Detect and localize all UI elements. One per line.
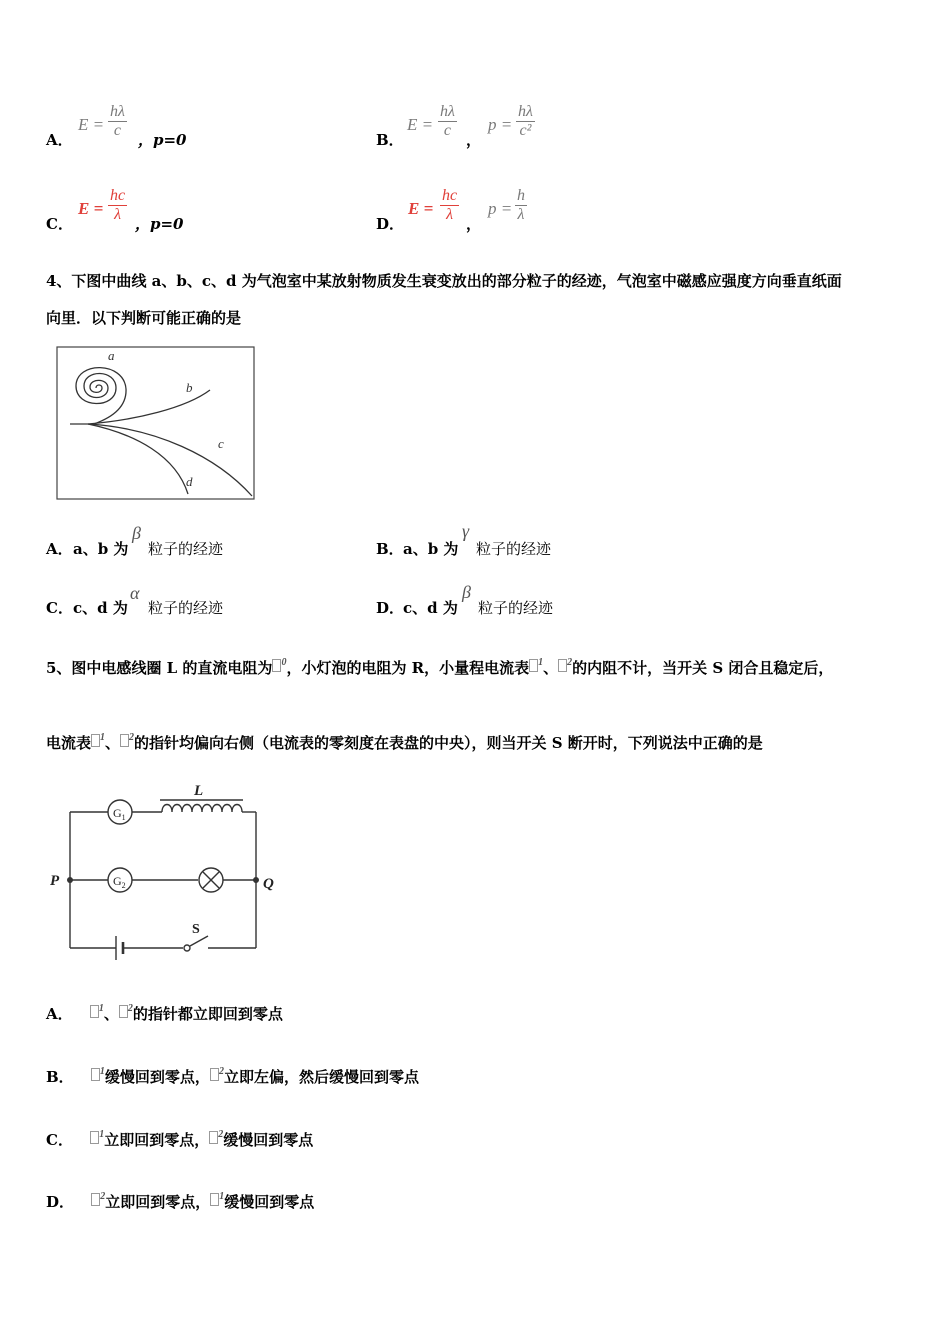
label-g2: $G_2$ bbox=[113, 874, 126, 890]
bubble-chamber-figure bbox=[56, 346, 256, 502]
option-label: C． bbox=[46, 599, 73, 617]
formula-fraction: $\frac{h\lambda}{c}$ bbox=[440, 103, 455, 139]
node-p bbox=[67, 877, 73, 883]
option-post: 粒子的经迹 bbox=[148, 540, 224, 558]
formula-fraction-2: $\frac{h\lambda}{\text{c²}}$ bbox=[518, 103, 533, 139]
formula-fraction: $\frac{h\lambda}{c}$ bbox=[110, 103, 125, 139]
q5-option-c[interactable]: C． $^1$立即回到零点， $^2$缓慢回到零点 bbox=[46, 1129, 314, 1149]
formula-sep: ， bbox=[466, 131, 482, 149]
label-c: c bbox=[218, 436, 224, 451]
option-post: 粒子的经迹 bbox=[478, 599, 554, 617]
q4-stem-line1: 4、下图中曲线 a、b、c、d 为气泡室中某放射物质发生衰变放出的部分粒子的经迹，气泡室中磁感应强度方向垂直纸面 bbox=[46, 272, 842, 290]
option-pre: c、d 为 bbox=[73, 599, 128, 617]
option-pre: a、b 为 bbox=[73, 540, 129, 558]
label-s: S bbox=[192, 922, 200, 937]
q5-stem-line1: 5、图中电感线圈 L 的直流电阻为 $^0$，小灯泡的电阻为 R，小量程电流表 $^1$、 $^2$的内阻不计，当开关 S 闭合且稳定后， bbox=[46, 657, 834, 677]
track-b bbox=[70, 390, 210, 424]
greek-symbol: α bbox=[130, 583, 140, 603]
formula-fraction-2: $\frac{h}{\lambda}$ bbox=[517, 187, 525, 223]
option-label: D． bbox=[376, 215, 405, 233]
option-label: A． bbox=[46, 540, 73, 558]
switch-blade bbox=[190, 936, 208, 946]
formula-lhs-2: p = bbox=[488, 115, 513, 134]
formula-fraction: $\frac{hc}{\lambda}$ bbox=[110, 187, 126, 223]
switch-pivot bbox=[184, 945, 190, 951]
formula-tail: ，p=0 bbox=[135, 215, 184, 233]
option-post: 粒子的经迹 bbox=[476, 540, 552, 558]
q5-option-b[interactable]: B． $^1$缓慢回到零点， $^2$立即左偏，然后缓慢回到零点 bbox=[46, 1066, 419, 1086]
option-post: 粒子的经迹 bbox=[148, 599, 224, 617]
q5-option-a[interactable]: A． $^1$、 $^2$的指针都立即回到零点 bbox=[46, 1003, 283, 1023]
label-l: L bbox=[194, 783, 204, 799]
label-p: P bbox=[50, 873, 60, 889]
greek-symbol: β bbox=[462, 582, 471, 602]
formula-lhs: E = bbox=[78, 199, 104, 218]
formula-tail: ，p=0 bbox=[138, 131, 187, 149]
option-pre: a、b 为 bbox=[403, 540, 459, 558]
option-label: C． bbox=[46, 215, 73, 233]
greek-symbol: β bbox=[132, 523, 141, 543]
label-b: b bbox=[186, 380, 193, 395]
formula-lhs-2: p = bbox=[488, 199, 513, 218]
option-label: A． bbox=[46, 131, 73, 149]
label-q: Q bbox=[263, 876, 274, 892]
formula-lhs: E = bbox=[78, 115, 105, 134]
formula-lhs: E = bbox=[407, 115, 434, 134]
label-a: a bbox=[108, 348, 115, 363]
formula-sep: ， bbox=[466, 215, 482, 233]
greek-symbol: γ bbox=[462, 521, 470, 541]
formula-lhs: E = bbox=[408, 199, 434, 218]
formula-fraction: $\frac{hc}{\lambda}$ bbox=[442, 187, 458, 223]
inductor-coil bbox=[162, 805, 242, 813]
track-a bbox=[76, 368, 126, 424]
track-c bbox=[88, 424, 252, 496]
option-label: D． bbox=[376, 599, 405, 617]
option-label: B． bbox=[376, 540, 404, 558]
q4-stem-line2: 向里．以下判断可能正确的是 bbox=[46, 309, 242, 327]
node-q bbox=[253, 877, 259, 883]
track-d bbox=[88, 424, 188, 494]
q5-stem-line2: 电流表 $^1$、 $^2$的指针均偏向右侧（电流表的零刻度在表盘的中央），则当开关 S 断开时，下列说法中正确的是 bbox=[46, 732, 763, 752]
label-g1: $G_1$ bbox=[113, 806, 126, 822]
option-label: B． bbox=[376, 131, 404, 149]
label-d: d bbox=[186, 474, 193, 489]
q5-option-d[interactable]: D． $^2$立即回到零点， $^1$缓慢回到零点 bbox=[46, 1191, 315, 1211]
circuit-diagram bbox=[48, 780, 288, 966]
option-pre: c、d 为 bbox=[403, 599, 458, 617]
